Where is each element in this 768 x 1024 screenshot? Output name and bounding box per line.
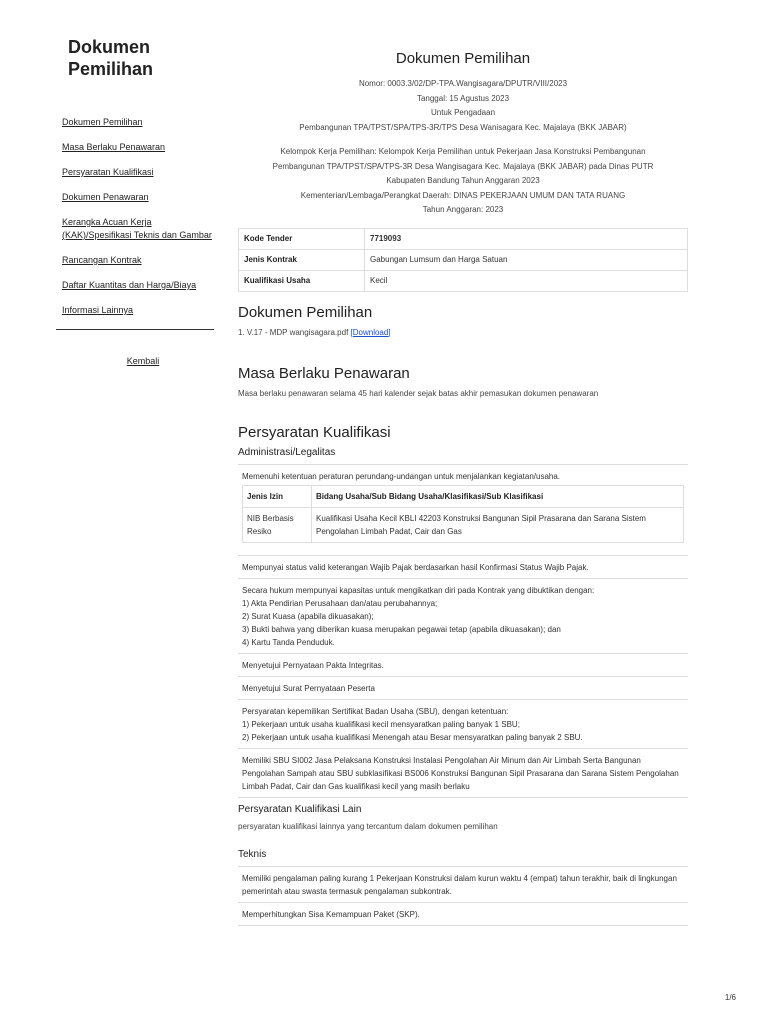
section-dokumen-heading: Dokumen Pemilihan <box>238 303 373 321</box>
requirement-text: Menyetujui Surat Pernyataan Peserta <box>242 683 375 693</box>
back-link[interactable]: Kembali <box>126 356 160 366</box>
sidebar-item <box>62 116 216 129</box>
tender-info-table <box>238 228 688 292</box>
requirement-item <box>238 699 688 748</box>
table-key: Jenis Kontrak <box>239 249 365 270</box>
nama-pengadaan: Pembangunan TPA/TPST/SPA/TPS-3R/TPS Desa Wanisagara Kec. Majalaya (BKK JABAR) <box>299 122 627 132</box>
sidebar-link-rancangan-kontrak[interactable]: Rancangan Kontrak <box>62 255 142 265</box>
tahun-anggaran: Tahun Anggaran: 2023 <box>422 205 504 214</box>
table-header: Jenis Izin <box>243 485 312 507</box>
sidebar-item <box>62 216 216 242</box>
sidebar-link-masa-berlaku[interactable]: Masa Berlaku Penawaran <box>62 142 166 152</box>
section-persyaratan-heading: Persyaratan Kualifikasi <box>238 423 391 441</box>
masa-text: Masa berlaku penawaran selama 45 hari kalender sejak batas akhir pemasukan dokumen penawaran <box>238 388 599 398</box>
klpd: Kementerian/Lembaga/Perangkat Daerah: DINAS PEKERJAAN UMUM DAN TATA RUANG <box>300 190 626 200</box>
table-row <box>239 249 688 270</box>
untuk-pengadaan: Untuk Pengadaan <box>430 108 496 117</box>
requirements-list <box>238 464 688 798</box>
requirement-line: 2) Surat Kuasa (apabila dikuasakan); <box>242 611 374 621</box>
sidebar-title: Dokumen Pemilihan <box>68 37 154 79</box>
sidebar-item <box>62 166 216 179</box>
sidebar-item <box>62 254 216 267</box>
administrasi-heading: Administrasi/Legalitas <box>238 446 336 458</box>
requirement-item <box>238 555 688 578</box>
requirement-line: Secara hukum mempunyai kapasitas untuk mengikatkan diri pada Kontrak yang dibuktikan dengan: <box>242 585 595 595</box>
kualifikasi-lain-text: persyaratan kualifikasi lainnya yang tercantum dalam dokumen pemilihan <box>238 821 498 831</box>
sidebar-link-dokumen-penawaran[interactable]: Dokumen Penawaran <box>62 192 149 202</box>
requirement-item <box>238 748 688 798</box>
pokja-line-2: Pembangunan TPA/TPST/SPA/TPS-3R Desa Wangisagara Kec. Majalaya (BKK JABAR) pada Dinas PUTR <box>272 161 654 171</box>
sidebar <box>56 36 216 366</box>
requirement-line: 4) Kartu Tanda Penduduk. <box>242 637 335 647</box>
table-cell: NIB Berbasis Resiko <box>243 507 312 542</box>
table-key: Kode Tender <box>239 228 365 249</box>
table-value: Gabungan Lumsum dan Harga Satuan <box>365 249 688 270</box>
sidebar-link-persyaratan[interactable]: Persyaratan Kualifikasi <box>62 167 154 177</box>
page-number: 1/6 <box>724 993 736 1002</box>
table-row <box>239 270 688 291</box>
requirement-item <box>238 464 688 555</box>
requirement-item <box>238 866 688 902</box>
requirement-line: 1) Akta Pendirian Perusahaan dan/atau perubahannya; <box>242 598 438 608</box>
teknis-heading: Teknis <box>238 848 267 860</box>
table-header: Bidang Usaha/Sub Bidang Usaha/Klasifikasi/Sub Klasifikasi <box>312 485 684 507</box>
izin-table <box>242 485 684 543</box>
requirement-text: Menyetujui Pernyataan Pakta Integritas. <box>242 660 384 670</box>
table-value: 7719093 <box>365 228 688 249</box>
document-header <box>238 77 688 218</box>
requirement-item <box>238 653 688 676</box>
sidebar-item <box>62 279 216 292</box>
requirement-text: Memenuhi ketentuan peraturan perundang-undangan untuk menjalankan kegiatan/usaha. <box>242 471 561 481</box>
sidebar-item <box>62 141 216 154</box>
requirement-item <box>238 676 688 699</box>
kualifikasi-lain-heading: Persyaratan Kualifikasi Lain <box>238 803 362 815</box>
sidebar-link-informasi-lainnya[interactable]: Informasi Lainnya <box>62 305 134 315</box>
table-row <box>239 228 688 249</box>
requirement-line: 2) Pekerjaan untuk usaha kualifikasi Menengah atau Besar mensyaratkan paling banyak 2 SBU. <box>242 732 583 742</box>
sidebar-link-daftar-kuantitas[interactable]: Daftar Kuantitas dan Harga/Biaya <box>62 280 197 290</box>
table-cell: Kualifikasi Usaha Kecil KBLI 42203 Konstruksi Bangunan Sipil Prasarana dan Sarana Sistem Pengolahan Limbah Padat, Cair dan Gas <box>312 507 684 542</box>
table-header-row <box>243 485 684 507</box>
pokja-line-1: Kelompok Kerja Pemilihan: Kelompok Kerja Pemilihan untuk Pekerjaan Jasa Konstruksi Pembangunan <box>280 147 646 156</box>
download-link[interactable]: [Download] <box>350 327 391 337</box>
sidebar-divider <box>56 329 214 330</box>
main-content <box>238 50 688 926</box>
tanggal: Tanggal: 15 Agustus 2023 <box>416 93 510 103</box>
requirement-text: Memiliki pengalaman paling kurang 1 Pekerjaan Konstruksi dalam kurun waktu 4 (empat) tahun terakhir, baik di lingkungan pemerintah atau swasta termasuk pengalaman subkontrak. <box>242 873 677 896</box>
sidebar-item <box>62 191 216 204</box>
section-masa-heading: Masa Berlaku Penawaran <box>238 364 410 382</box>
teknis-list <box>238 866 688 926</box>
requirement-line: Persyaratan kepemilikan Sertifikat Badan Usaha (SBU), dengan ketentuan: <box>242 706 509 716</box>
requirement-line: 1) Pekerjaan untuk usaha kualifikasi kecil mensyaratkan paling banyak 1 SBU; <box>242 719 520 729</box>
dokumen-file-line <box>238 327 688 339</box>
requirement-line: 3) Bukti bahwa yang diberikan kuasa merupakan pegawai tetap (apabila dikuasakan); dan <box>242 624 561 634</box>
requirement-item <box>238 902 688 926</box>
table-value: Kecil <box>365 270 688 291</box>
table-row <box>243 507 684 542</box>
document-title: Dokumen Pemilihan <box>395 50 531 67</box>
pokja-line-3: Kabupaten Bandung Tahun Anggaran 2023 <box>386 176 540 185</box>
requirement-text: Memiliki SBU SI002 Jasa Pelaksana Konstruksi Instalasi Pengolahan Air Minum dan Air Limbah Serta Bangunan Pengolahan Sampah atau SBU subklasifikasi BS006 Konstruksi Bangunan Sipil Prasarana dan Sarana Sistem Pengolahan Limbah Padat, Cair dan Gas kualifikasi kecil yang masih berlaku <box>242 755 679 791</box>
nomor: Nomor: 0003.3/02/DP-TPA.Wangisagara/DPUTR/VIII/2023 <box>358 79 568 88</box>
sidebar-item <box>62 304 216 317</box>
requirement-text: Memperhitungkan Sisa Kemampuan Paket (SKP). <box>242 909 420 919</box>
sidebar-link-dokumen-pemilihan[interactable]: Dokumen Pemilihan <box>62 117 143 127</box>
table-key: Kualifikasi Usaha <box>239 270 365 291</box>
dokumen-file-name: 1. V.17 - MDP wangisagara.pdf <box>238 327 349 337</box>
sidebar-nav <box>62 116 216 317</box>
sidebar-link-kak[interactable]: Kerangka Acuan Kerja (KAK)/Spesifikasi Teknis dan Gambar <box>62 217 212 240</box>
requirement-text: Mempunyai status valid keterangan Wajib Pajak berdasarkan hasil Konfirmasi Status Wajib Pajak. <box>242 562 589 572</box>
requirement-item <box>238 578 688 653</box>
